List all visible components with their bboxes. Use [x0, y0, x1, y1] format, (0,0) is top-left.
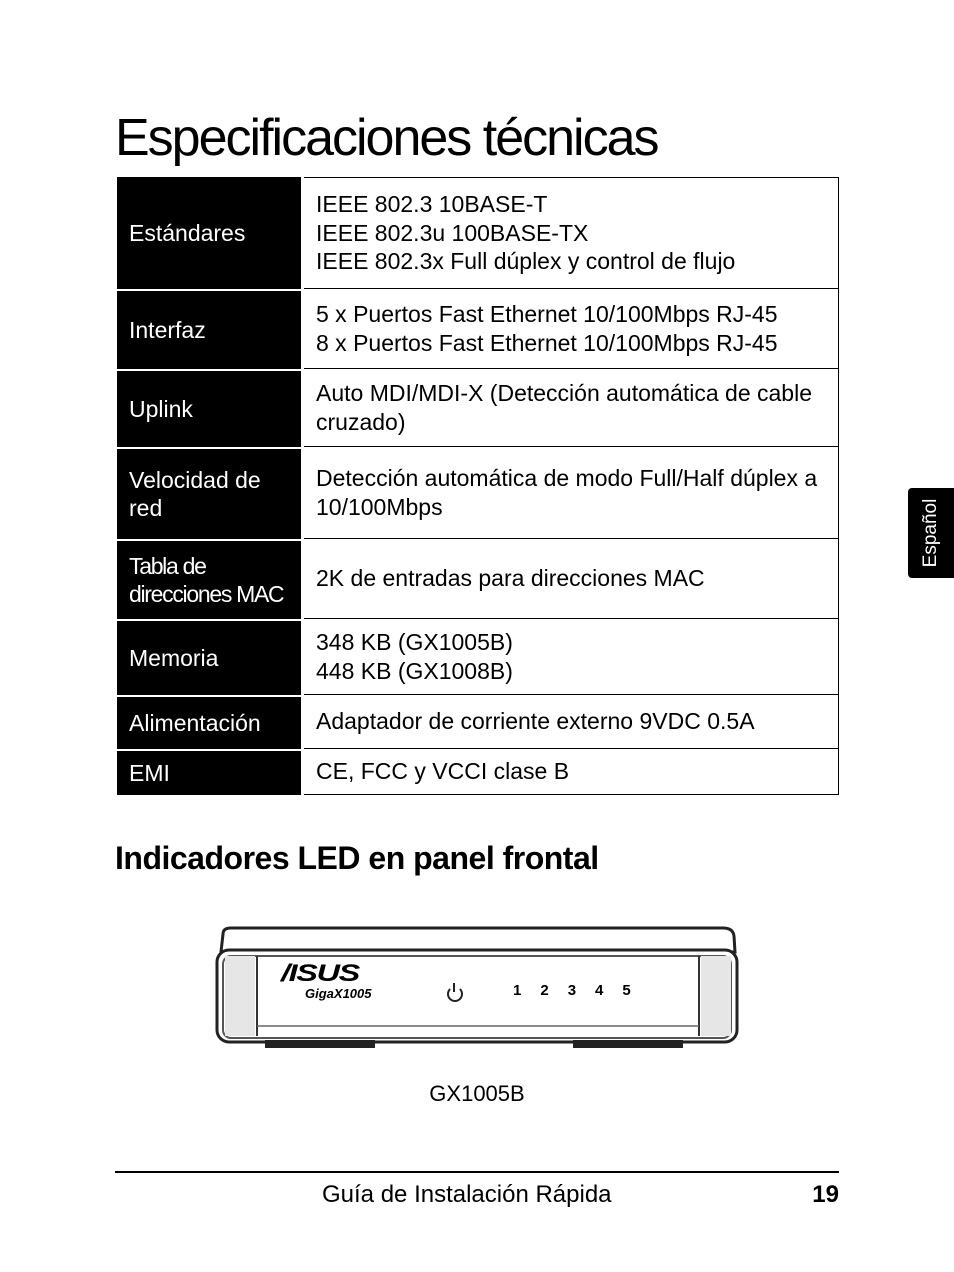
spec-label-text: Alimentación — [129, 710, 261, 736]
table-row — [117, 619, 839, 695]
spec-value — [304, 749, 839, 795]
spec-value-line: IEEE 802.3 10BASE-T — [316, 191, 548, 218]
spec-label — [117, 697, 301, 749]
spec-label-text: Estándares — [129, 220, 246, 246]
spec-label-text: Uplink — [129, 396, 193, 422]
spec-value-line: cruzado) — [316, 408, 406, 435]
spec-label-text: direcciones MAC — [129, 581, 284, 607]
spec-value — [304, 369, 839, 447]
port-led-1: 1 — [513, 982, 522, 999]
spec-label — [117, 371, 301, 447]
spec-value-line: 348 KB (GX1005B) — [316, 629, 513, 655]
figure-caption — [0, 1081, 954, 1107]
table-row — [117, 369, 839, 447]
table-row — [117, 749, 839, 795]
spec-value-line: Auto MDI/MDI-X (Detección automática de cable — [316, 380, 812, 406]
spec-value-line: 8 x Puertos Fast Ethernet 10/100Mbps RJ-45 — [316, 329, 778, 356]
spec-value-line: IEEE 802.3u 100BASE-TX — [316, 219, 589, 246]
spec-value-line: Adaptador de corriente externo 9VDC 0.5A — [316, 708, 755, 735]
spec-label — [117, 621, 301, 695]
spec-label-text: red — [129, 495, 163, 521]
footer-divider — [115, 1171, 839, 1173]
table-row — [117, 695, 839, 749]
spec-label — [117, 751, 301, 795]
spec-value-line: IEEE 802.3x Full dúplex y control de flujo — [316, 248, 736, 275]
port-led-labels — [513, 982, 631, 999]
brand-logo: /ISUS — [281, 960, 359, 987]
spec-value — [304, 289, 839, 369]
figure-caption-text: GX1005B — [429, 1081, 525, 1106]
power-icon — [447, 986, 463, 1002]
spec-label-text: EMI — [129, 760, 170, 786]
spec-label — [117, 449, 301, 539]
spec-value-line: 10/100Mbps — [316, 493, 443, 520]
switch-front-panel-illustration — [213, 922, 743, 1052]
language-tab — [908, 488, 954, 578]
spec-value-line: Detección automática de modo Full/Half dúplex a — [316, 465, 818, 491]
section-heading: Indicadores LED en panel frontal — [115, 840, 599, 876]
spec-value — [304, 619, 839, 695]
port-led-5: 5 — [622, 982, 631, 999]
spec-label-text: Velocidad de — [129, 467, 261, 493]
spec-label-text: Memoria — [129, 645, 219, 671]
spec-value-line: CE, FCC y VCCI clase B — [316, 758, 570, 785]
table-row — [117, 447, 839, 539]
spec-label — [117, 541, 301, 619]
spec-value — [304, 539, 839, 619]
spec-value — [304, 447, 839, 539]
port-led-2: 2 — [540, 982, 549, 999]
page-number: 19 — [812, 1181, 839, 1208]
spec-value — [304, 177, 839, 289]
table-row — [117, 177, 839, 289]
spec-value-line: 448 KB (GX1008B) — [316, 657, 513, 684]
port-led-4: 4 — [595, 982, 604, 999]
spec-label — [117, 177, 301, 289]
page-title: Especificaciones técnicas — [115, 109, 658, 167]
spec-label-text: Tabla de — [129, 553, 206, 579]
spec-value — [304, 695, 839, 749]
table-row — [117, 289, 839, 369]
language-tab-label: Español — [920, 498, 941, 568]
port-led-3: 3 — [567, 982, 577, 999]
table-row — [117, 539, 839, 619]
footer-title: Guía de Instalación Rápida — [322, 1181, 612, 1208]
spec-label-text: Interfaz — [129, 317, 206, 343]
spec-value-line: 2K de entradas para direcciones MAC — [316, 565, 705, 592]
spec-label — [117, 291, 301, 369]
spec-value-line: 5 x Puertos Fast Ethernet 10/100Mbps RJ-45 — [316, 301, 778, 327]
model-logo: GigaX1005 — [305, 986, 372, 1001]
